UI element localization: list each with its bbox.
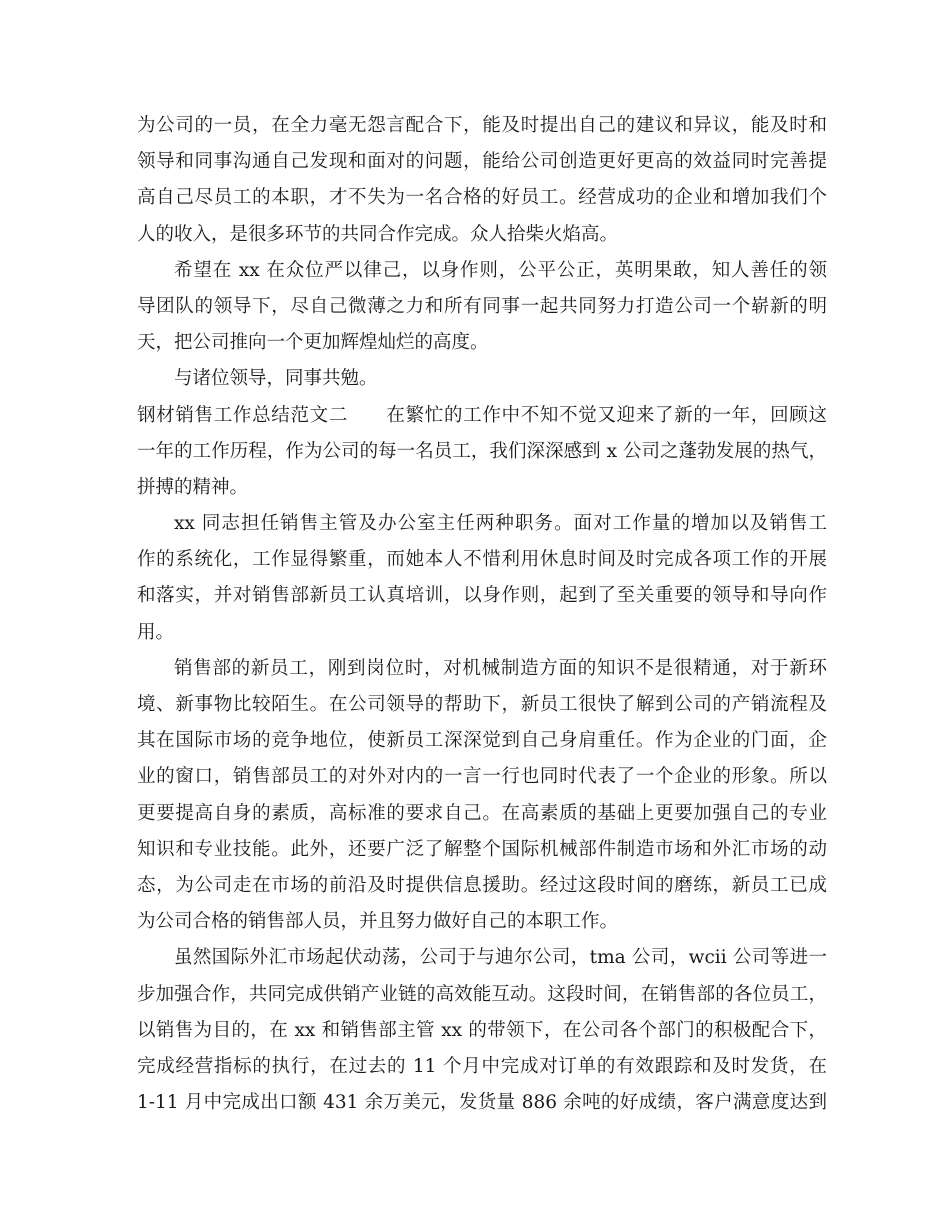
text-line: 与诸位领导，同事共勉。 xyxy=(174,368,378,390)
text-line: 领导和同事沟通自己发现和面对的问题，能给公司创造更好更高的效益同时完善提 xyxy=(137,151,827,173)
text-line: 希望在 xx 在众位严以律己，以身作则，公平公正，英明果敢，知人善任的领 xyxy=(174,259,827,281)
text-line: 作的系统化，工作显得繁重，而她本人不惜利用休息时间及时完成各项工作的开展 xyxy=(137,549,827,571)
text-line: 知识和专业技能。此外，还要广泛了解整个国际机械部件制造市场和外汇市场的动 xyxy=(137,838,827,860)
text-line: 完成经营指标的执行，在过去的 11 个月中完成对订单的有效跟踪和及时发货，在 xyxy=(137,1055,827,1077)
text-line: 为公司的一员，在全力毫无怨言配合下，能及时提出自己的建议和异议，能及时和 xyxy=(137,115,827,136)
text-line: 1-11 月中完成出口额 431 余万美元，发货量 886 余吨的好成绩，客户满意度达到 xyxy=(137,1092,827,1114)
text-line: 态，为公司走在市场的前沿及时提供信息援助。经过这段时间的磨练，新员工已成 xyxy=(137,874,827,896)
text-line: 导团队的领导下，尽自己微薄之力和所有同事一起共同努力打造公司一个崭新的明 xyxy=(137,295,827,317)
text-line: 拼搏的精神。 xyxy=(137,476,249,498)
text-line: 用。 xyxy=(137,621,175,643)
text-line: 以销售为目的，在 xx 和销售部主管 xx 的带领下，在公司各个部门的积极配合下， xyxy=(137,1019,827,1041)
text-line: 高自己尽员工的本职，才不失为一名合格的好员工。经营成功的企业和增加我们个 xyxy=(137,187,827,209)
text-line: 为公司合格的销售部人员，并且努力做好自己的本职工作。 xyxy=(137,911,619,933)
text-line: xx 同志担任销售主管及办公室主任两种职务。面对工作量的增加以及销售工 xyxy=(174,513,827,535)
text-line: 境、新事物比较陌生。在公司领导的帮助下，新员工很快了解到公司的产销流程及 xyxy=(137,694,827,715)
text-line: 其在国际市场的竞争地位，使新员工深深觉到自己身肩重任。作为企业的门面，企 xyxy=(137,730,827,752)
text-line: 和落实，并对销售部新员工认真培训，以身作则，起到了至关重要的领导和导向作 xyxy=(137,585,827,607)
text-line: 业的窗口，销售部员工的对外对内的一言一行也同时代表了一个企业的形象。所以 xyxy=(137,766,827,788)
text-line: 钢材销售工作总结范文二 在繁忙的工作中不知不觉又迎来了新的一年，回顾这 xyxy=(137,404,827,426)
text-line: 更要提高自身的素质，高标准的要求自己。在高素质的基础上更要加强自己的专业 xyxy=(137,802,827,824)
text-line: 天，把公司推向一个更加辉煌灿烂的高度。 xyxy=(137,332,489,354)
text-line: 步加强合作，共同完成供销产业链的高效能互动。这段时间，在销售部的各位员工， xyxy=(137,983,827,1005)
text-line: 一年的工作历程，作为公司的每一名员工，我们深深感到 x 公司之蓬勃发展的热气， xyxy=(137,440,827,462)
document-body xyxy=(137,108,827,1121)
text-line: 销售部的新员工，刚到岗位时，对机械制造方面的知识不是很精通，对于新环 xyxy=(174,657,827,679)
text-line: 虽然国际外汇市场起伏动荡，公司于与迪尔公司，tma 公司，wcii 公司等进一 xyxy=(174,947,827,969)
text-line: 人的收入，是很多环节的共同合作完成。众人拾柴火焰高。 xyxy=(137,223,619,245)
